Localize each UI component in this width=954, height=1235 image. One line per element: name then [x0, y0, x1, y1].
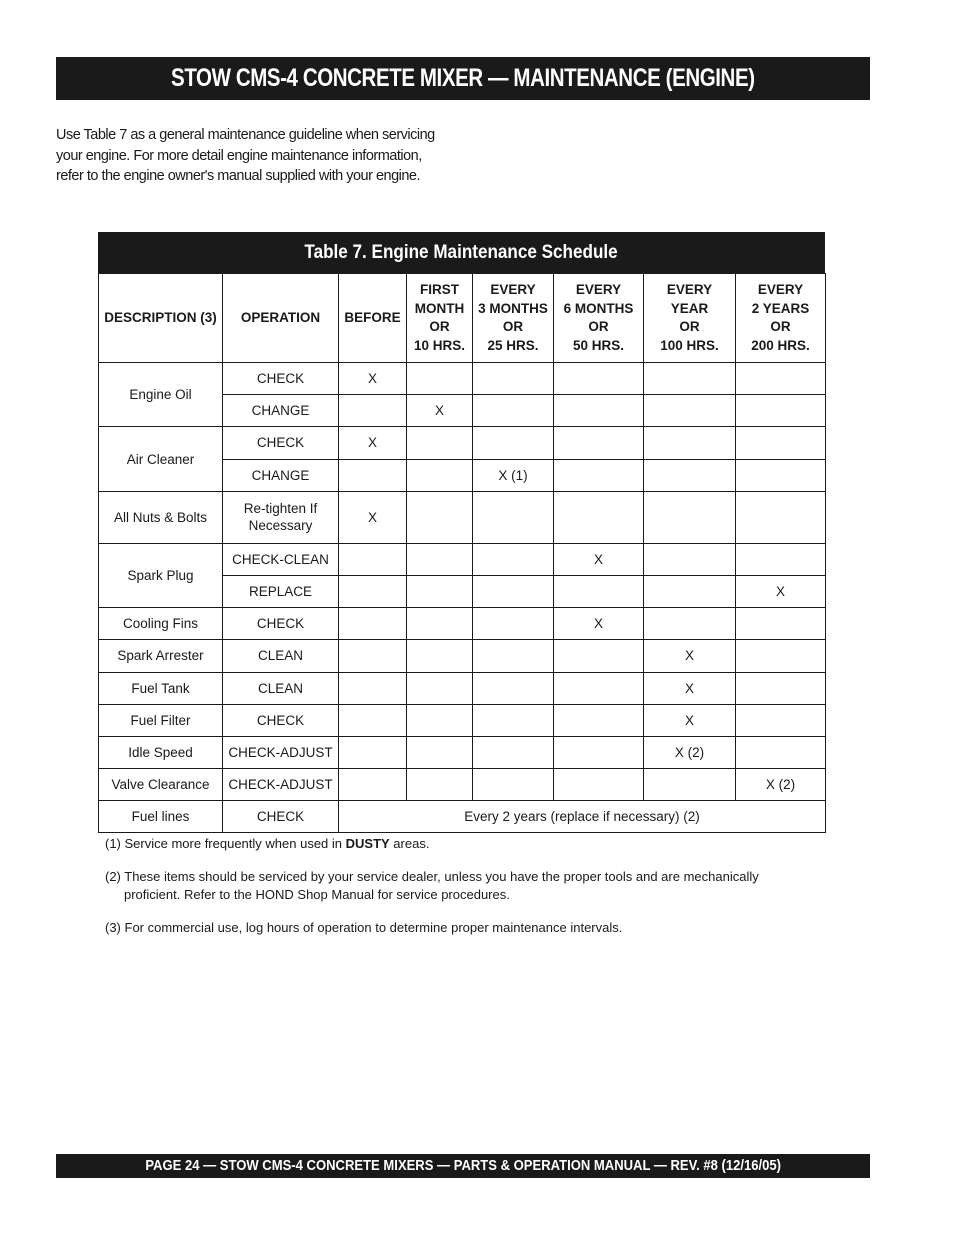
- operation-cell: CHECK: [223, 801, 339, 833]
- page-footer: PAGE 24 — STOW CMS-4 CONCRETE MIXERS — PARTS & OPERATION MANUAL — REV. #8 (12/16/05): [145, 1158, 781, 1174]
- intro-line: Use Table 7 as a general maintenance guideline when servicing: [56, 127, 435, 143]
- operation-cell: CHANGE: [223, 459, 339, 491]
- table-body: [99, 363, 826, 833]
- page-footer-bar: [56, 1154, 870, 1178]
- interval-mark-cell: [473, 672, 554, 704]
- interval-mark-cell: [407, 427, 473, 459]
- interval-mark-cell: [339, 608, 407, 640]
- footnote-3: (3) For commercial use, log hours of operation to determine proper maintenance intervals.: [105, 919, 623, 935]
- column-header: OPERATION: [223, 274, 339, 363]
- description-cell: Spark Arrester: [99, 640, 223, 672]
- interval-mark-cell: [407, 608, 473, 640]
- table-title-bar: [98, 232, 825, 273]
- interval-mark-cell: [473, 363, 554, 395]
- operation-cell: CHECK-ADJUST: [223, 736, 339, 768]
- operation-cell: CHECK-CLEAN: [223, 543, 339, 575]
- interval-mark-cell: [407, 769, 473, 801]
- table-row: [99, 672, 826, 704]
- column-header: EVERY 6 MONTHS OR 50 HRS.: [554, 274, 644, 363]
- interval-mark-cell: [339, 736, 407, 768]
- interval-mark-cell: [473, 427, 554, 459]
- interval-mark-cell: [736, 427, 826, 459]
- interval-mark-cell: X: [339, 363, 407, 395]
- interval-mark-cell: [473, 608, 554, 640]
- operation-cell: CLEAN: [223, 640, 339, 672]
- interval-mark-cell: [407, 363, 473, 395]
- interval-mark-cell: X: [554, 543, 644, 575]
- interval-mark-cell: [736, 736, 826, 768]
- interval-mark-cell: [473, 575, 554, 607]
- interval-mark-cell: [736, 608, 826, 640]
- interval-span-cell: Every 2 years (replace if necessary) (2): [339, 801, 826, 833]
- interval-mark-cell: [473, 491, 554, 543]
- interval-mark-cell: [644, 575, 736, 607]
- interval-mark-cell: [339, 459, 407, 491]
- interval-mark-cell: [473, 395, 554, 427]
- table-row: [99, 769, 826, 801]
- interval-mark-cell: X (2): [736, 769, 826, 801]
- description-cell: Air Cleaner: [99, 427, 223, 491]
- description-cell: Engine Oil: [99, 363, 223, 427]
- operation-cell: CHECK: [223, 608, 339, 640]
- interval-mark-cell: X: [644, 640, 736, 672]
- interval-mark-cell: [554, 640, 644, 672]
- interval-mark-cell: [736, 704, 826, 736]
- description-cell: Fuel lines: [99, 801, 223, 833]
- table-row: [99, 608, 826, 640]
- interval-mark-cell: [736, 543, 826, 575]
- description-cell: Valve Clearance: [99, 769, 223, 801]
- operation-cell: CHECK: [223, 363, 339, 395]
- interval-mark-cell: [644, 608, 736, 640]
- interval-mark-cell: [407, 575, 473, 607]
- intro-line: your engine. For more detail engine maintenance information,: [56, 147, 422, 164]
- interval-mark-cell: [644, 769, 736, 801]
- interval-mark-cell: [554, 491, 644, 543]
- description-cell: All Nuts & Bolts: [99, 491, 223, 543]
- column-header: EVERY YEAR OR 100 HRS.: [644, 274, 736, 363]
- page-title: STOW CMS-4 CONCRETE MIXER — MAINTENANCE (ENGINE): [171, 64, 755, 92]
- maintenance-table-container: [98, 232, 825, 833]
- operation-cell: CLEAN: [223, 672, 339, 704]
- interval-mark-cell: [339, 395, 407, 427]
- table-title: Table 7. Engine Maintenance Schedule: [304, 241, 619, 263]
- interval-mark-cell: [736, 491, 826, 543]
- table-row: [99, 543, 826, 575]
- interval-mark-cell: [554, 575, 644, 607]
- description-cell: Fuel Tank: [99, 672, 223, 704]
- interval-mark-cell: [736, 459, 826, 491]
- interval-mark-cell: [736, 363, 826, 395]
- column-header: FIRST MONTH OR 10 HRS.: [407, 274, 473, 363]
- footnote-2: (2) These items should be serviced by your service dealer, unless you have the proper tools and are mechanically proficient. Refer to the HOND Shop Manual for service procedures.: [105, 868, 759, 902]
- interval-mark-cell: [473, 736, 554, 768]
- interval-mark-cell: [339, 543, 407, 575]
- intro-line: refer to the engine owner's manual supplied with your engine.: [56, 168, 421, 184]
- table-row: [99, 736, 826, 768]
- table-row: [99, 491, 826, 543]
- interval-mark-cell: [554, 427, 644, 459]
- interval-mark-cell: [554, 363, 644, 395]
- interval-mark-cell: X: [339, 427, 407, 459]
- interval-mark-cell: [339, 672, 407, 704]
- interval-mark-cell: [339, 704, 407, 736]
- column-header: EVERY 3 MONTHS OR 25 HRS.: [473, 274, 554, 363]
- interval-mark-cell: [473, 769, 554, 801]
- interval-mark-cell: [554, 672, 644, 704]
- table-row: [99, 640, 826, 672]
- interval-mark-cell: [644, 363, 736, 395]
- footnote-1-pre: (1) Service more frequently when used in: [105, 836, 346, 851]
- description-cell: Cooling Fins: [99, 608, 223, 640]
- interval-mark-cell: [473, 640, 554, 672]
- interval-mark-cell: [473, 543, 554, 575]
- operation-cell: Re-tighten If Necessary: [223, 491, 339, 543]
- interval-mark-cell: X: [736, 575, 826, 607]
- interval-mark-cell: [554, 769, 644, 801]
- interval-mark-cell: [407, 459, 473, 491]
- interval-mark-cell: [339, 575, 407, 607]
- interval-mark-cell: [407, 491, 473, 543]
- interval-mark-cell: X: [407, 395, 473, 427]
- operation-cell: REPLACE: [223, 575, 339, 607]
- interval-mark-cell: [407, 704, 473, 736]
- interval-mark-cell: [407, 640, 473, 672]
- interval-mark-cell: [473, 704, 554, 736]
- interval-mark-cell: [554, 736, 644, 768]
- table-header-row: [99, 274, 826, 363]
- footnote-1-bold: DUSTY: [345, 836, 390, 851]
- operation-cell: CHANGE: [223, 395, 339, 427]
- footnote-1-post: areas.: [389, 836, 430, 851]
- column-header: EVERY 2 YEARS OR 200 HRS.: [736, 274, 826, 363]
- interval-mark-cell: [644, 395, 736, 427]
- operation-cell: CHECK: [223, 427, 339, 459]
- column-header: DESCRIPTION (3): [99, 274, 223, 363]
- interval-mark-cell: [644, 427, 736, 459]
- footnote-1: [105, 835, 805, 854]
- interval-mark-cell: [736, 395, 826, 427]
- interval-mark-cell: [644, 543, 736, 575]
- interval-mark-cell: X: [339, 491, 407, 543]
- interval-mark-cell: [736, 672, 826, 704]
- operation-cell: CHECK: [223, 704, 339, 736]
- interval-mark-cell: [644, 459, 736, 491]
- interval-mark-cell: [554, 395, 644, 427]
- footnotes: [105, 835, 805, 951]
- interval-mark-cell: [736, 640, 826, 672]
- interval-mark-cell: [339, 769, 407, 801]
- description-cell: Idle Speed: [99, 736, 223, 768]
- interval-mark-cell: [407, 543, 473, 575]
- interval-mark-cell: X: [644, 672, 736, 704]
- table-row: [99, 801, 826, 833]
- interval-mark-cell: [554, 704, 644, 736]
- interval-mark-cell: X (2): [644, 736, 736, 768]
- interval-mark-cell: [644, 491, 736, 543]
- description-cell: Spark Plug: [99, 543, 223, 607]
- interval-mark-cell: [554, 459, 644, 491]
- maintenance-schedule-table: [98, 273, 826, 833]
- interval-mark-cell: [407, 736, 473, 768]
- table-row: [99, 363, 826, 395]
- column-header: BEFORE: [339, 274, 407, 363]
- page-title-bar: [56, 57, 870, 100]
- intro-paragraph: [56, 125, 476, 187]
- interval-mark-cell: X (1): [473, 459, 554, 491]
- table-row: [99, 427, 826, 459]
- interval-mark-cell: X: [554, 608, 644, 640]
- interval-mark-cell: X: [644, 704, 736, 736]
- interval-mark-cell: [407, 672, 473, 704]
- interval-mark-cell: [339, 640, 407, 672]
- operation-cell: CHECK-ADJUST: [223, 769, 339, 801]
- description-cell: Fuel Filter: [99, 704, 223, 736]
- table-row: [99, 704, 826, 736]
